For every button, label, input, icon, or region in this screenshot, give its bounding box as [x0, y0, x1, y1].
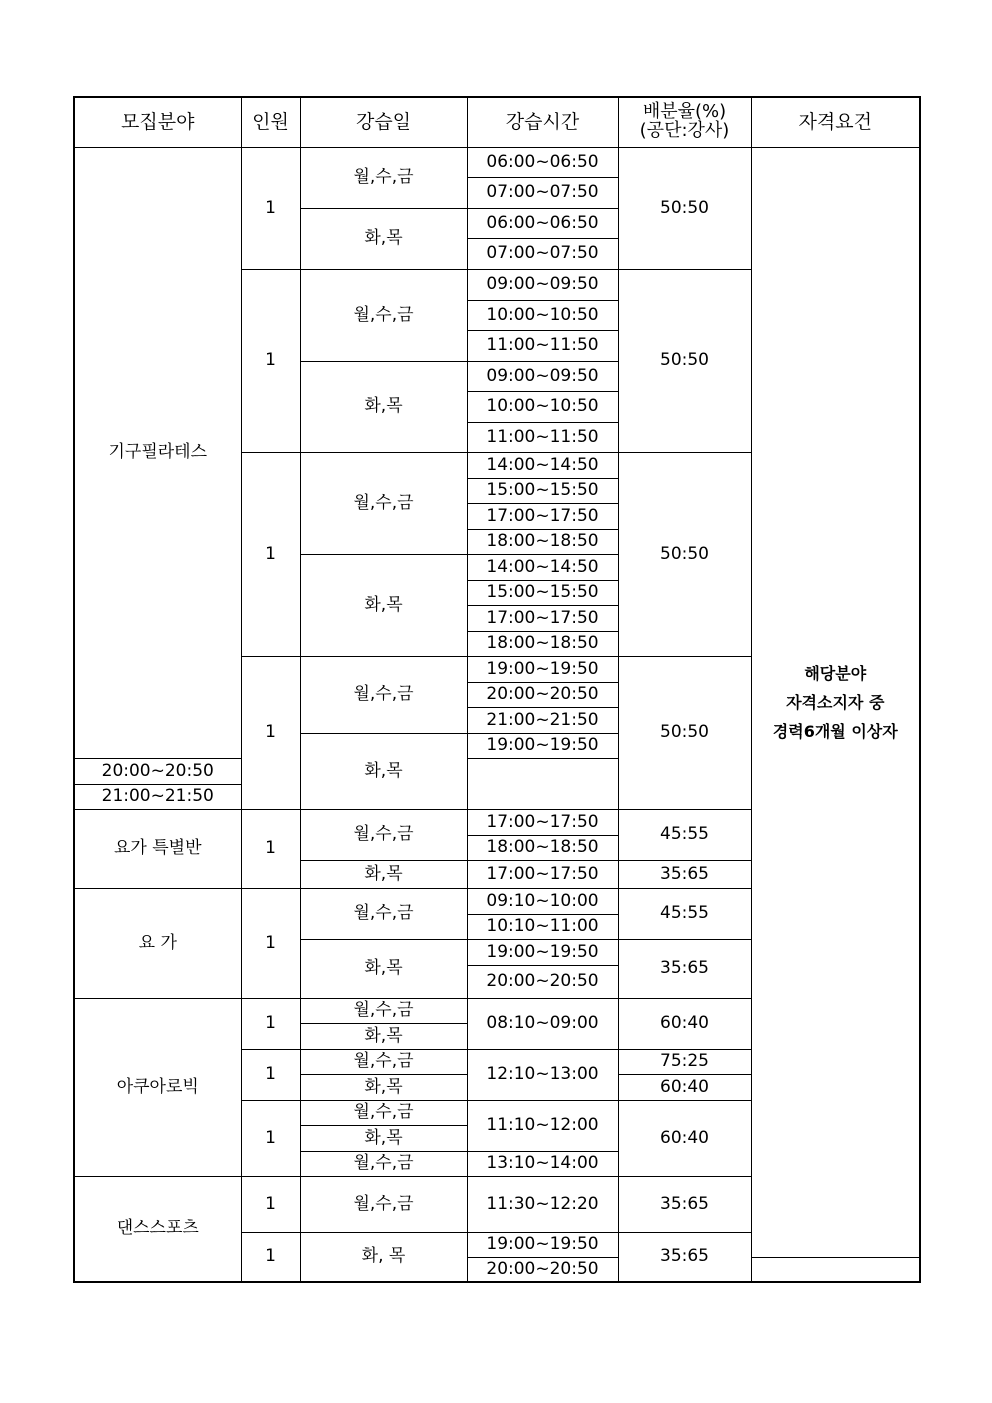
- days-cell: 화,목: [300, 939, 467, 998]
- field-aqua: 아쿠아로빅: [74, 998, 241, 1176]
- header-rate-line1: 배분율(%): [642, 101, 727, 123]
- header-row: [74, 97, 920, 147]
- time-cell: 19:00~19:50: [467, 939, 618, 965]
- time-cell: 06:00~06:50: [467, 208, 618, 238]
- count-cell: 1: [241, 998, 300, 1049]
- days-cell: 화,목: [300, 554, 467, 656]
- time-cell: 11:30~12:20: [467, 1176, 618, 1232]
- rate-cell: 50:50: [618, 147, 751, 269]
- days-cell: 월,수,금: [300, 1049, 467, 1074]
- time-cell: 13:10~14:00: [467, 1151, 618, 1176]
- days-cell: 화,목: [300, 208, 467, 269]
- rate-cell: 45:55: [618, 888, 751, 939]
- days-cell: 화,목: [300, 733, 467, 809]
- days-cell: 화, 목: [300, 1232, 467, 1282]
- recruitment-schedule-table: [73, 96, 921, 1283]
- time-cell: 09:00~09:50: [467, 269, 618, 300]
- requirement-line2: 자격소지자 중: [786, 692, 885, 712]
- count-cell: 1: [241, 452, 300, 656]
- time-cell: 20:00~20:50: [74, 758, 241, 784]
- days-cell: 화,목: [300, 1125, 467, 1151]
- rate-cell: 75:25: [618, 1049, 751, 1074]
- time-cell: 17:00~17:50: [467, 605, 618, 631]
- count-cell: 1: [241, 269, 300, 452]
- rate-cell: 35:65: [618, 939, 751, 998]
- days-cell: 월,수,금: [300, 998, 467, 1023]
- table-row: [74, 147, 920, 177]
- header-requirement: 자격요건: [751, 97, 920, 147]
- days-cell: 월,수,금: [300, 888, 467, 939]
- time-cell: 17:00~17:50: [467, 503, 618, 529]
- time-cell: 14:00~14:50: [467, 554, 618, 580]
- time-cell: 20:00~20:50: [467, 965, 618, 998]
- rate-cell: 35:65: [618, 1232, 751, 1282]
- time-cell: 12:10~13:00: [467, 1049, 618, 1100]
- count-cell: 1: [241, 888, 300, 998]
- time-cell: 10:00~10:50: [467, 391, 618, 422]
- time-cell: 15:00~15:50: [467, 580, 618, 605]
- count-cell: 1: [241, 1100, 300, 1176]
- time-cell: 07:00~07:50: [467, 238, 618, 269]
- rate-cell: 45:55: [618, 809, 751, 860]
- time-cell: 20:00~20:50: [467, 1257, 618, 1282]
- days-cell: 월,수,금: [300, 1176, 467, 1232]
- header-field: 모집분야: [74, 97, 241, 147]
- time-cell: 17:00~17:50: [467, 860, 618, 888]
- field-pilates: 기구필라테스: [74, 147, 241, 758]
- time-cell: 09:10~10:00: [467, 888, 618, 914]
- time-cell: 18:00~18:50: [467, 529, 618, 554]
- time-cell: 11:00~11:50: [467, 330, 618, 361]
- days-cell: 화,목: [300, 1074, 467, 1100]
- rate-cell: 50:50: [618, 452, 751, 656]
- field-dance: 댄스스포츠: [74, 1176, 241, 1282]
- count-cell: 1: [241, 1049, 300, 1100]
- time-cell: 07:00~07:50: [467, 177, 618, 208]
- days-cell: 월,수,금: [300, 1100, 467, 1125]
- time-cell: 15:00~15:50: [467, 478, 618, 503]
- requirement-line3: 경력6개월 이상자: [772, 721, 898, 741]
- requirement-cell: [751, 147, 920, 1257]
- days-cell: 화,목: [300, 860, 467, 888]
- time-cell: 10:10~11:00: [467, 914, 618, 939]
- requirement-line1: 해당분야: [804, 663, 867, 683]
- time-cell: 18:00~18:50: [467, 631, 618, 656]
- time-cell: 19:00~19:50: [467, 733, 618, 758]
- time-cell: 11:10~12:00: [467, 1100, 618, 1151]
- days-cell: 월,수,금: [300, 269, 467, 361]
- days-cell: 월,수,금: [300, 656, 467, 733]
- header-time: 강습시간: [467, 97, 618, 147]
- field-yoga: 요 가: [74, 888, 241, 998]
- time-cell: 17:00~17:50: [467, 809, 618, 835]
- time-cell: 08:10~09:00: [467, 998, 618, 1049]
- days-cell: 화,목: [300, 361, 467, 452]
- rate-cell: 60:40: [618, 1100, 751, 1176]
- time-cell: 10:00~10:50: [467, 300, 618, 330]
- time-cell: 21:00~21:50: [74, 784, 241, 809]
- count-cell: 1: [241, 809, 300, 888]
- count-cell: 1: [241, 1232, 300, 1282]
- time-cell: 11:00~11:50: [467, 422, 618, 452]
- days-cell: 월,수,금: [300, 452, 467, 554]
- header-days: 강습일: [300, 97, 467, 147]
- days-cell: 월,수,금: [300, 147, 467, 208]
- rate-cell: 35:65: [618, 1176, 751, 1232]
- time-cell: 19:00~19:50: [467, 1232, 618, 1257]
- days-cell: 월,수,금: [300, 1151, 467, 1176]
- header-rate: [618, 97, 751, 147]
- rate-cell: 60:40: [618, 998, 751, 1049]
- time-cell: 14:00~14:50: [467, 452, 618, 478]
- field-yoga-special: 요가 특별반: [74, 809, 241, 888]
- time-cell: 06:00~06:50: [467, 147, 618, 177]
- days-cell: 화,목: [300, 1023, 467, 1049]
- time-cell: 18:00~18:50: [467, 835, 618, 860]
- rate-cell: 60:40: [618, 1074, 751, 1100]
- header-rate-line2: (공단:강사): [639, 120, 730, 142]
- time-cell: 09:00~09:50: [467, 361, 618, 391]
- header-count: 인원: [241, 97, 300, 147]
- count-cell: 1: [241, 1176, 300, 1232]
- rate-cell: 50:50: [618, 656, 751, 809]
- count-cell: 1: [241, 656, 300, 809]
- rate-cell: 50:50: [618, 269, 751, 452]
- time-cell: 21:00~21:50: [467, 707, 618, 733]
- days-cell: 월,수,금: [300, 809, 467, 860]
- time-cell: 20:00~20:50: [467, 682, 618, 707]
- rate-cell: 35:65: [618, 860, 751, 888]
- time-cell: 19:00~19:50: [467, 656, 618, 682]
- count-cell: 1: [241, 147, 300, 269]
